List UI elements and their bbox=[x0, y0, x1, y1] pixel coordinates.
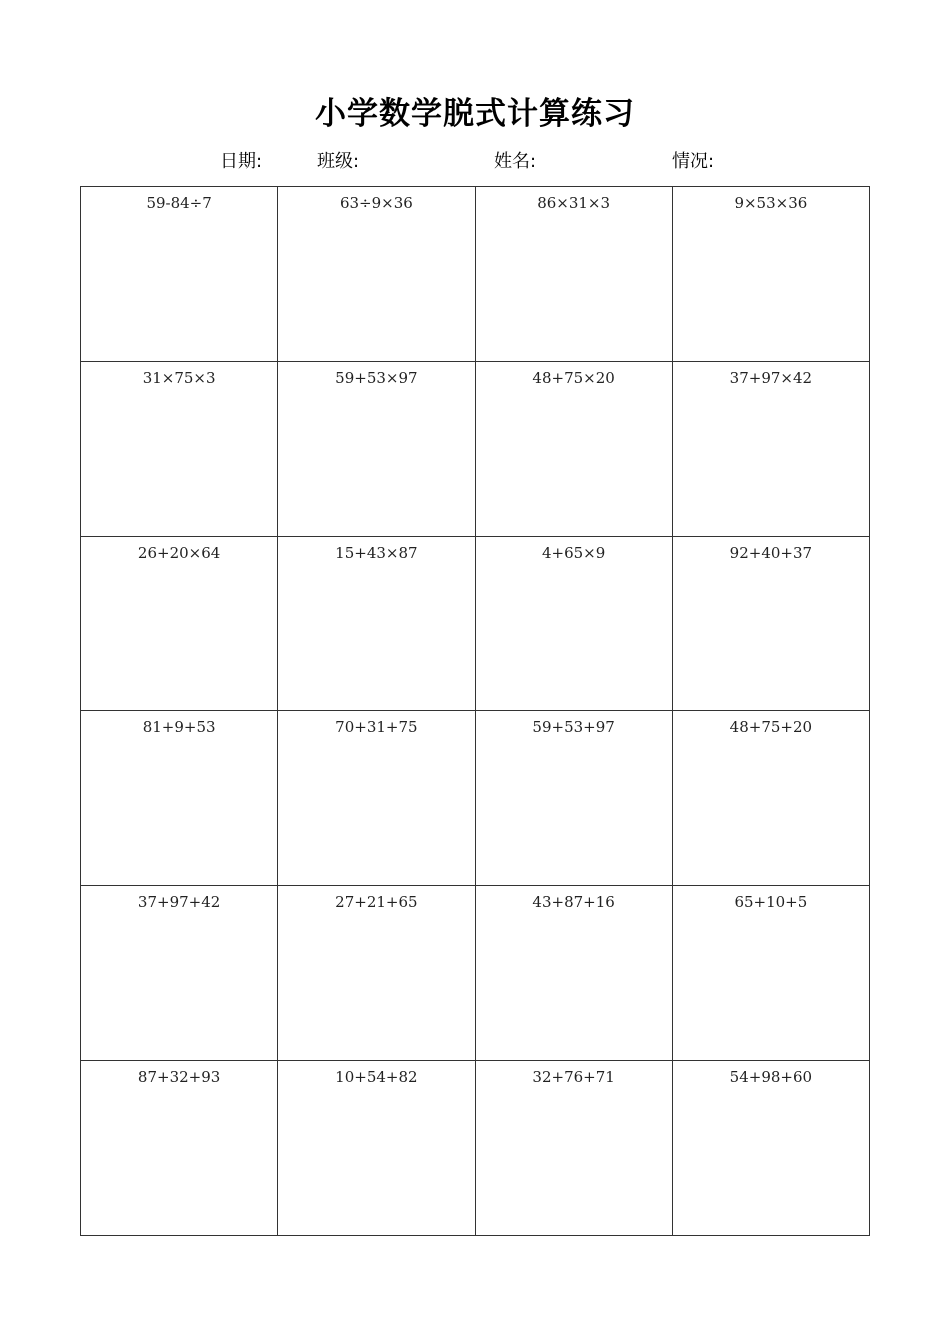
problem-cell bbox=[278, 886, 475, 1061]
problem-cell bbox=[81, 1061, 278, 1236]
problem-expression: 86×31×3 bbox=[537, 194, 611, 212]
problem-cell bbox=[81, 886, 278, 1061]
problem-cell bbox=[278, 537, 475, 712]
problem-cell bbox=[81, 362, 278, 537]
problem-expression: 37+97+42 bbox=[137, 893, 221, 912]
problem-expression: 70+31+75 bbox=[335, 718, 418, 737]
problem-expression: 32+76+71 bbox=[532, 1068, 615, 1087]
problem-expression: 15+43×87 bbox=[335, 543, 418, 562]
problem-expression: 92+40+37 bbox=[729, 543, 813, 562]
problem-expression: 37+97×42 bbox=[729, 368, 813, 387]
problem-cell bbox=[81, 711, 278, 886]
problem-expression: 31×75×3 bbox=[142, 368, 216, 387]
problem-expression: 59-84÷7 bbox=[146, 194, 212, 212]
problem-cell bbox=[278, 187, 475, 362]
problem-cell bbox=[278, 1061, 475, 1236]
date-label: 日期: bbox=[220, 151, 263, 172]
problem-cell bbox=[81, 187, 278, 362]
problem-expression: 59+53×97 bbox=[335, 368, 418, 387]
problem-cell bbox=[673, 711, 870, 886]
problem-cell bbox=[476, 362, 673, 537]
problem-expression: 54+98+60 bbox=[729, 1068, 813, 1087]
problem-expression: 59+53+97 bbox=[532, 718, 615, 737]
problem-cell bbox=[673, 886, 870, 1061]
problem-cell bbox=[476, 187, 673, 362]
problem-cell bbox=[476, 711, 673, 886]
problem-cell bbox=[673, 537, 870, 712]
problem-cell bbox=[476, 886, 673, 1061]
problem-expression: 27+21+65 bbox=[335, 893, 418, 912]
problem-cell bbox=[476, 1061, 673, 1236]
problem-cell bbox=[81, 537, 278, 712]
status-label: 情况: bbox=[672, 151, 715, 172]
problem-cell bbox=[673, 1061, 870, 1236]
problem-expression: 10+54+82 bbox=[335, 1068, 418, 1087]
problem-expression: 81+9+53 bbox=[142, 718, 216, 737]
problem-expression: 43+87+16 bbox=[532, 893, 615, 912]
problem-expression: 9×53×36 bbox=[734, 194, 808, 212]
class-label: 班级: bbox=[317, 151, 360, 172]
problem-expression: 65+10+5 bbox=[734, 893, 808, 912]
problem-cell bbox=[673, 362, 870, 537]
name-label: 姓名: bbox=[494, 151, 537, 172]
worksheet-title: 小学数学脱式计算练习 bbox=[315, 96, 635, 132]
problem-cell bbox=[278, 362, 475, 537]
problem-cell bbox=[673, 187, 870, 362]
problem-expression: 48+75+20 bbox=[729, 718, 813, 737]
problem-expression: 26+20×64 bbox=[137, 543, 221, 562]
problem-cell bbox=[476, 537, 673, 712]
problem-expression: 48+75×20 bbox=[532, 368, 615, 387]
problem-expression: 4+65×9 bbox=[541, 543, 606, 562]
problem-expression: 87+32+93 bbox=[137, 1068, 221, 1087]
problem-cell bbox=[278, 711, 475, 886]
problem-grid bbox=[80, 186, 870, 1236]
problem-expression: 63÷9×36 bbox=[339, 194, 413, 212]
